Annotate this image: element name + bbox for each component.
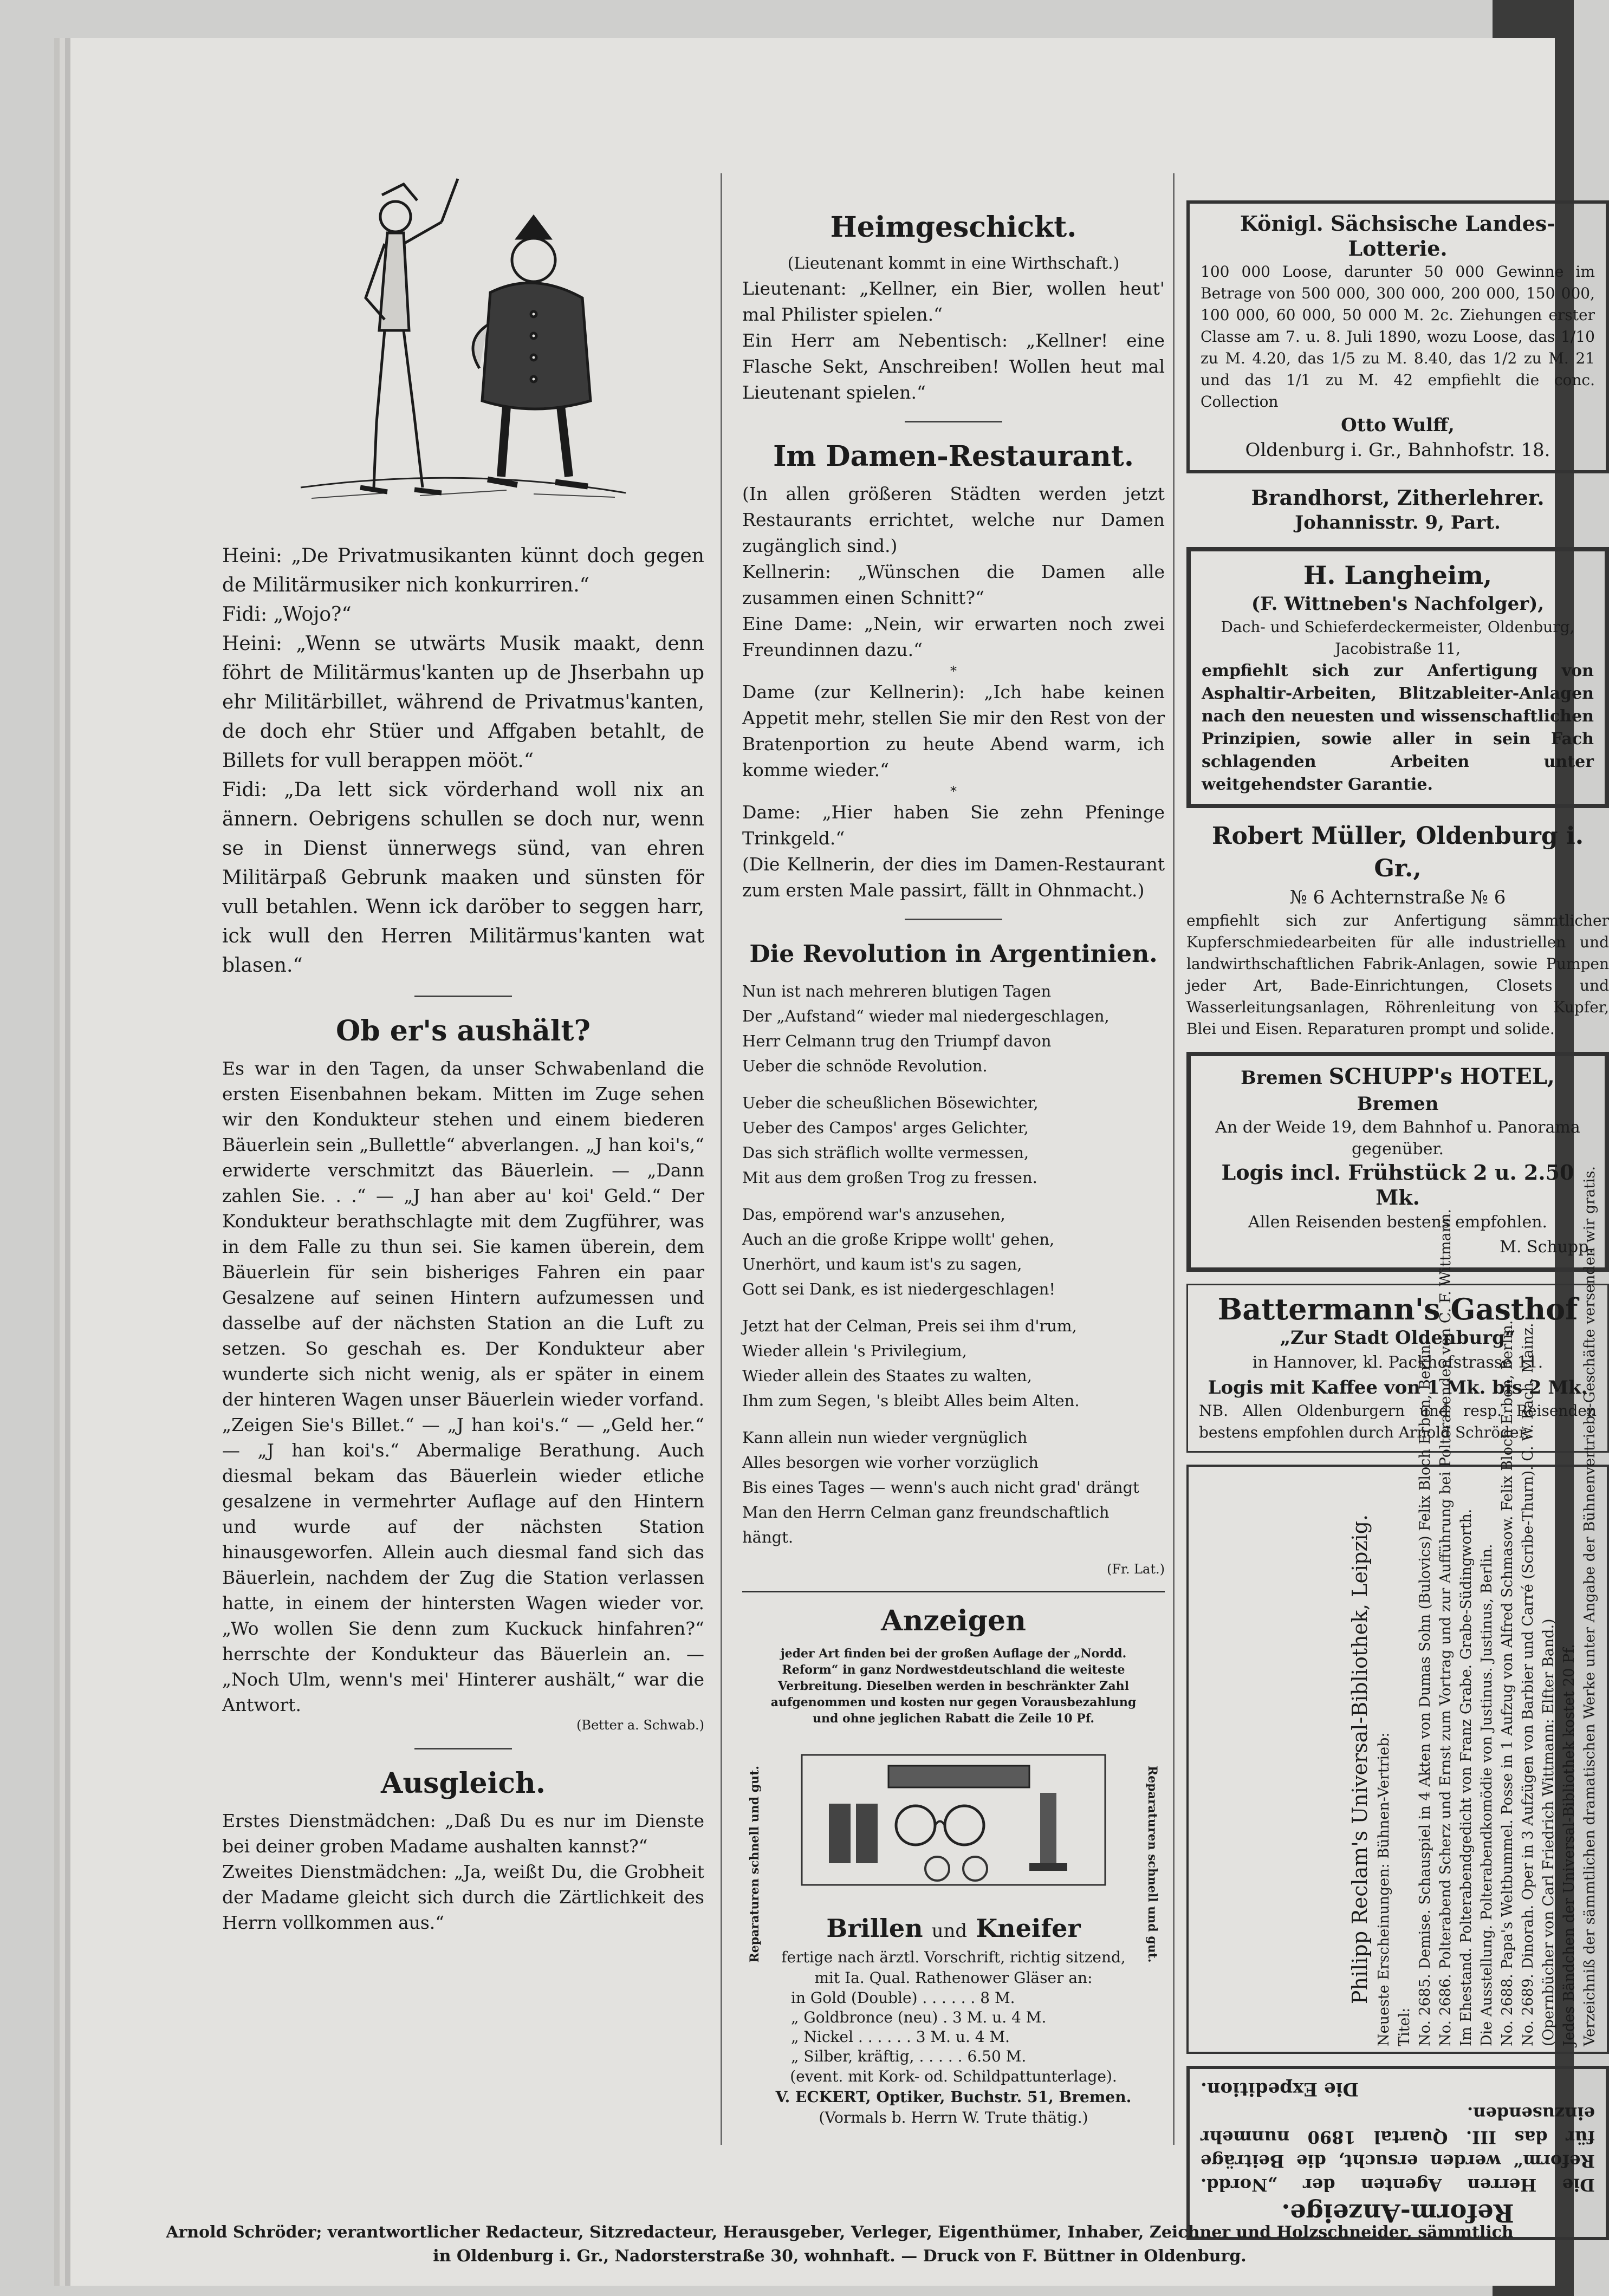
eckert-line: (event. mit Kork- od. Schildpattunterlage). — [790, 2067, 1117, 2085]
poem-line: Wieder allein 's Privilegium, — [742, 1342, 967, 1360]
column-3 — [1186, 200, 1609, 2252]
reclam-line: No. 2689. Dinorah. Oper in 3 Aufzügen von Barbier und Carré (Scribe-Thurn). C. W. Bach, Mainz. — [1520, 1323, 1536, 2046]
price-list — [742, 1988, 1165, 2066]
poem-line: Herr Celmann trug den Triumpf davon — [742, 1032, 1052, 1050]
reclam-line: No. 2688. Papa's Weltbummel. Posse in 1 Aufzug von Alfred Schmasow. Felix Bloch Erben, Berlin. — [1499, 1320, 1516, 2046]
dialog-line: (Die Kellnerin, der dies im Damen-Restaurant zum ersten Male passirt, fällt in Ohnmacht.) — [742, 854, 1165, 901]
poem-stanza — [742, 1313, 1165, 1413]
separator — [414, 996, 512, 997]
imprint-footer: Arnold Schröder; verantwortlicher Redacteur, Sitzredacteur, Herausgeber, Verleger, Eigenthümer, Inhaber, Zeichner und Holzschneider, sämmtlich in Oldenburg i. Gr., Nadorsterstraße 30, wohnhaft. — Druck von F. Büttner in Oldenburg. — [166, 2223, 1514, 2266]
battermann-line: in Hannover, kl. Packhofstrasse 11. — [1252, 1353, 1543, 1372]
article-text: Es war in den Tagen, da unser Schwabenland die ersten Eisenbahnen bekam. Mitten im Zuge sehen wir den Kondukteur stehen und einem biederen Bäuerlein sein „Bullettle“ abverlangen. „J han koi's,“ erwiderte verschmitzt das Bäuerlein. — „Dann zahlen Sie. . .“ — „J han aber au' koi' Geld.“ Der Kondukteur berathschlagte mit dem Zugführer, was in dem Falle zu thun sei. Sie kamen überein, dem Bäuerlein für sein bisheriges Fahren ein paar Gesalzene auf seinen Hintern aufzumessen und dasselbe auf der nächsten Station an die Luft zu setzen. So geschah es. Der Kondukteur aber wunderte sich nicht wenig, als er später in einem der hinteren Wagen unser Bäuerlein wieder vorfand. „Zeigen Sie's Billet.“ — „J han koi's.“ — „Geld her.“ — „J han koi's.“ Abermalige Berathung. Auch diesmal bekam das Bäuerlein wieder etliche gesalzene in vermehrter Auflage auf den Hintern und wurde auf der nächsten Station hinausgeworfen. Allein auch diesmal fand sich das Bäuerlein, nachdem der Zug die Station verlassen hatte, in einem der hintersten Wagen wieder vor. „Wo wollen Sie denn zum Kuckuck hinfahren?“ herrschte der Kondukteur das Bäuerlein an. — „Noch Ulm, wenn's mei' Hinterer aushält,“ war die Antwort. — [222, 1058, 704, 1715]
reclam-line: Verzeichniß der sämmtlichen dramatischen Werke unter Angabe der Bühnenvertriebs-Geschäfte versenden wir gratis. — [1581, 1166, 1598, 2046]
price-row: „ Nickel . . . . . . 3 M. u. 4 M. — [791, 2028, 1010, 2046]
dialogue-heini-fidi — [222, 542, 704, 980]
separator — [905, 919, 1002, 920]
schupp-line: Allen Reisenden bestens empfohlen. — [1248, 1213, 1548, 1232]
dialog-line: Erstes Dienstmädchen: „Daß Du es nur im Dienste bei deiner groben Madame aushalten kannst?“ — [222, 1810, 704, 1857]
reclam-line: (Opernbücher von Carl Friedrich Wittmann: Elfter Band.) — [1540, 1618, 1557, 2046]
lotterie-title: Königl. Sächsische Landes-Lotterie. — [1240, 211, 1556, 261]
battermann-ad — [1186, 1284, 1609, 1453]
poem-line: Ueber des Campos' arges Gelichter, — [742, 1118, 1029, 1137]
separator — [414, 1748, 512, 1749]
asterism: * — [950, 784, 957, 799]
langheim-title: H. Langheim, — [1303, 561, 1493, 590]
battermann-text: NB. Allen Oldenburgern und resp. Reisenden bestens empfohlen durch Arnold Schröder. — [1199, 1402, 1597, 1441]
reclam-line: Titel: — [1396, 2007, 1413, 2046]
poem-line: Gott sei Dank, es ist niedergeschlagen! — [742, 1280, 1056, 1298]
langheim-line: Jacobistraße 11, — [1335, 640, 1461, 658]
repair-caption-right: Reparaturen schnell und gut. — [1145, 1766, 1159, 1963]
brandhorst-address: Johannisstr. 9, Part. — [1295, 512, 1501, 534]
schupp-title-left: Bremen — [1241, 1067, 1322, 1089]
battermann-title: Battermann's Gasthof — [1217, 1292, 1578, 1326]
battermann-price: Logis mit Kaffee von 1 Mk. bis 2 Mk. — [1208, 1377, 1588, 1399]
poem-line: Nun ist nach mehreren blutigen Tagen — [742, 982, 1052, 1000]
separator — [905, 421, 1002, 422]
poem — [742, 979, 1165, 1577]
poem-line: Unerhört, und kaum ist's zu sagen, — [742, 1255, 1022, 1273]
langheim-ad — [1186, 547, 1609, 808]
poem-line: Jetzt hat der Celman, Preis sei ihm d'rum, — [742, 1317, 1077, 1335]
column-rule-1 — [721, 173, 722, 2145]
poem-stanza — [742, 1202, 1165, 1302]
price-row: „ Goldbronce (neu) . 3 M. u. 4 M. — [791, 2008, 1047, 2026]
schupp-signature: M. Schupp. — [1500, 1238, 1594, 1257]
poem-line: Das, empörend war's anzusehen, — [742, 1205, 1005, 1224]
eckert-address: V. ECKERT, Optiker, Buchstr. 51, Bremen. — [775, 2088, 1132, 2106]
dialog-line: Heini: „Wenn se utwärts Musik maakt, denn föhrt de Militärmus'kanten up de Jhserbahn up ehr Militärbillet, während de Privatmus'kanten, de doch ehr Stüer und Affgaben betahlt, de Billets for vull berappen mööt.“ — [222, 633, 704, 772]
eckert-ad — [742, 1733, 1165, 2128]
lotterie-address: Oldenburg i. Gr., Bahnhofstr. 18. — [1245, 439, 1550, 461]
column-rule-2 — [1173, 173, 1175, 2145]
dialog-line: Dame: „Hier haben Sie zehn Pfeninge Trinkgeld.“ — [742, 802, 1165, 849]
column-2 — [742, 203, 1165, 2128]
poem-source: (Fr. Lat.) — [1107, 1562, 1165, 1577]
schupp-title-center: SCHUPP's HOTEL, — [1328, 1064, 1555, 1089]
reform-title: Reform-Anzeige. — [1281, 2199, 1514, 2228]
article-text — [222, 1808, 704, 1935]
article-text — [742, 481, 1165, 903]
poem-line: Wieder allein des Staates zu walten, — [742, 1367, 1032, 1385]
schupp-title — [1202, 1064, 1594, 1117]
column-1 — [222, 162, 704, 1935]
poem-stanza — [742, 979, 1165, 1078]
dialog-line: Kellnerin: „Wünschen die Damen alle zusammen einen Schnitt?“ — [742, 561, 1165, 608]
schupp-price: Logis incl. Frühstück 2 u. 2.50 Mk. — [1221, 1160, 1574, 1209]
lotterie-ad — [1186, 200, 1609, 473]
eckert-title-und: und — [931, 1920, 968, 1942]
poem-line: Kann allein nun wieder vergnüglich — [742, 1428, 1028, 1447]
article-subheading: (Lieutenant kommt in eine Wirthschaft.) — [787, 254, 1120, 273]
article-text — [742, 276, 1165, 406]
cartoon-illustration — [279, 162, 647, 531]
dialog-line: Fidi: „Wojo?“ — [222, 603, 352, 626]
battermann-subtitle: „Zur Stadt Oldenburg“ — [1280, 1327, 1516, 1349]
repair-caption-left: Reparaturen schnell und gut. — [748, 1766, 762, 1963]
article-heading: Ausgleich. — [381, 1767, 546, 1800]
dialog-line: Heini: „De Privatmusikanten künnt doch gegen de Militärmusiker nich konkurriren.“ — [222, 545, 704, 596]
dialog-line: Lieutenant: „Kellner, ein Bier, wollen heut' mal Philister spielen.“ — [742, 278, 1165, 325]
reclam-title: Philipp Reclam's Universal-Bibliothek, Leipzig. — [1348, 1514, 1372, 2005]
mueller-text: empfiehlt sich zur Anfertigung sämmtlicher Kupferschmiedearbeiten für alle industriellen und landwirthschaftlichen Fabrik-Anlagen, sowie Pumpen jeder Art, Bade-Einrichtungen, Closets und Wasserleitungsanlagen, Röhrenleitung von Kupfer, Blei und Eisen. Reparaturen prompt und solide. — [1186, 912, 1609, 1038]
eckert-body — [742, 1947, 1165, 1988]
reclam-line: No. 2686. Polterabend Scherz und Ernst zum Vortrag und zur Aufführung bei Polterabenden von C. F. Wittmann. — [1437, 1208, 1454, 2046]
dialog-line: Zweites Dienstmädchen: „Ja, weißt Du, die Grobheit der Madame gleicht sich durch die Zärtlichkeit des Herrn vollkommen aus.“ — [222, 1861, 704, 1933]
eckert-title-brillen: Brillen — [826, 1914, 923, 1943]
article-source: (Better a. Schwab.) — [576, 1718, 704, 1733]
mueller-title: Robert Müller, Oldenburg i. Gr., — [1211, 822, 1584, 882]
poem-line: Alles besorgen wie vorher vorzüglich — [742, 1453, 1039, 1472]
dialog-line: Fidi: „Da lett sick vörderhand woll nix an ännern. Oebrigens schullen se doch nur, wenn se in Dienst ünnerwegs sünd, van ehren Militärpaß Gebrunk maaken und sünsten för vull betahlen. Wenn ick daröber to seggen harr, ick wull den Herren Militärmus'kanten wat blasen.“ — [222, 779, 704, 977]
price-row: „ Silber, kräftig, . . . . . 6.50 M. — [791, 2047, 1027, 2065]
spectacles-illustration — [780, 1733, 1127, 1907]
eckert-title — [742, 1912, 1165, 1947]
poem-line: Mit aus dem großen Trog zu fressen. — [742, 1168, 1037, 1187]
article-heading: Im Damen-Restaurant. — [773, 440, 1134, 473]
poem-line: Man den Herrn Celman ganz freundschaftlich hängt. — [742, 1503, 1110, 1546]
ads-notice: jeder Art finden bei der großen Auflage der „Nordd. Reform“ in ganz Nordwestdeutschland die weiteste Verbreitung. Dieselben werden in beschränkter Zahl aufgenommen und kosten nur gegen Vorausbezahlung und ohne jeglichen Rabatt die Zeile 10 Pf. — [770, 1647, 1137, 1726]
reform-signature: Die Expedition. — [1201, 2078, 1359, 2100]
price-row: in Gold (Double) . . . . . . 8 M. — [791, 1989, 1015, 2007]
reclam-line: Jedes Bändchen der Universal-Bibliothek kostet 20 Pf. — [1561, 1644, 1578, 2046]
dialog-line: Eine Dame: „Nein, wir erwarten noch zwei Freundinnen dazu.“ — [742, 613, 1165, 660]
poem-stanza — [742, 1425, 1165, 1550]
eckert-title-kneifer: Kneifer — [976, 1914, 1081, 1943]
lotterie-text: 100 000 Loose, darunter 50 000 Gewinne im Betrage von 500 000, 300 000, 200 000, 150 000, 100 000, 60 000, 50 000 M. 2c. Ziehungen erster Classe am 7. u. 8. Juli 1890, wozu Loose, das 1/10 zu M. 4.20, das 1/5 zu M. 8.40, das 1/2 zu M. 21 und das 1/1 zu M. 42 empfiehlt die conc. Collection — [1201, 263, 1595, 411]
reform-text: Die Herren Agenten der „Nordd. Reform“ werden ersucht, die Beiträge für das III. Quartal 1890 nunmehr einzusenden. — [1201, 2103, 1595, 2195]
dialog-line: Ein Herr am Nebentisch: „Kellner! eine Flasche Sekt, Anschreiben! Wollen heut mal Lieutenant spielen.“ — [742, 330, 1165, 403]
poem-line: Bis eines Tages — wenn's auch nicht grad' drängt — [742, 1478, 1139, 1497]
poem-line: Ueber die schnöde Revolution. — [742, 1057, 988, 1075]
langheim-subtitle: (F. Wittneben's Nachfolger), — [1251, 593, 1545, 615]
dialog-line: Dame (zur Kellnerin): „Ich habe keinen Appetit mehr, stellen Sie mir den Rest von der Bratenportion zu heute Abend warm, ich komme wieder.“ — [742, 681, 1165, 780]
schupp-line: An der Weide 19, dem Bahnhof u. Panorama gegenüber. — [1215, 1118, 1580, 1159]
ads-rule — [742, 1591, 1165, 1592]
poem-line: Ueber die scheußlichen Bösewichter, — [742, 1094, 1039, 1112]
article-heading: Heimgeschickt. — [830, 211, 1077, 244]
poem-line: Auch an die große Krippe wollt' gehen, — [742, 1230, 1055, 1248]
lotterie-name: Otto Wulff, — [1341, 414, 1455, 436]
langheim-text: empfiehlt sich zur Anfertigung von Asphaltir-Arbeiten, Blitzableiter-Anlagen nach den neuesten und wissenschaftlichen Prinzipien, sowie aller in sein Fach schlagenden Arbeiten unter weitgehendster Garantie. — [1202, 661, 1594, 794]
reform-ad-upside-down — [1186, 2066, 1609, 2240]
schupp-ad — [1186, 1052, 1609, 1272]
poem-line: Der „Aufstand“ wieder mal niedergeschlagen, — [742, 1007, 1110, 1025]
reclam-line: Neueste Erscheinungen: Bühnen-Vertrieb: — [1376, 1732, 1392, 2046]
langheim-line: Dach- und Schieferdeckermeister, Oldenburg, — [1221, 618, 1575, 636]
newspaper-page — [70, 38, 1609, 2286]
mueller-ad — [1186, 820, 1609, 1040]
schupp-title-right: Bremen — [1357, 1093, 1439, 1115]
poem-line: Das sich sträflich wollte vermessen, — [742, 1143, 1029, 1162]
reclam-line: No. 2685. Demise. Schauspiel in 4 Akten von Dumas Sohn (Bulovics) Felix Bloch Erben, Berlin. — [1417, 1340, 1433, 2046]
mueller-address: № 6 Achternstraße № 6 — [1289, 887, 1506, 908]
eckert-line: mit Ia. Qual. Rathenower Gläser an: — [814, 1969, 1093, 1987]
article-heading: Die Revolution in Argentinien. — [749, 940, 1158, 968]
brandhorst-title: Brandhorst, Zitherlehrer. — [1251, 485, 1545, 510]
eckert-line: (Vormals b. Herrn W. Trute thätig.) — [819, 2109, 1088, 2126]
poem-stanza — [742, 1090, 1165, 1190]
asterism: * — [950, 664, 957, 679]
eckert-line: fertige nach ärztl. Vorschrift, richtig sitzend, — [781, 1948, 1126, 1966]
reclam-line: Die Ausstellung. Polterabendkomödie von Justinus. Justinus, Berlin. — [1478, 1544, 1495, 2046]
dialog-line: (In allen größeren Städten werden jetzt Restaurants errichtet, welche nur Damen zugänglich sind.) — [742, 483, 1165, 556]
article-heading: Ob er's aushält? — [335, 1014, 591, 1048]
brandhorst-ad — [1186, 485, 1609, 535]
reclam-line: Im Ehestand. Polterabendgedicht von Franz Grabe. Grabe-Südingworth. — [1458, 1508, 1475, 2046]
eckert-footer — [742, 2066, 1165, 2128]
poem-line: Ihm zum Segen, 's bleibt Alles beim Alten. — [742, 1391, 1080, 1410]
ads-heading: Anzeigen — [881, 1604, 1026, 1637]
